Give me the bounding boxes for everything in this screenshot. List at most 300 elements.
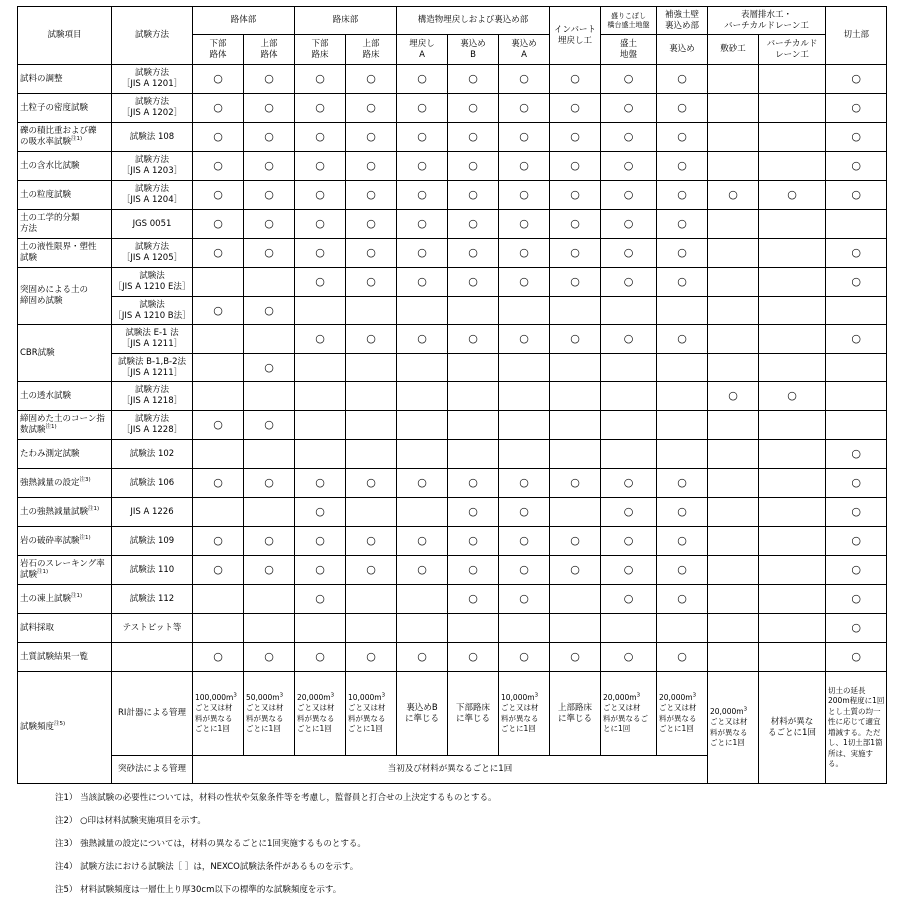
header-col-rotai-upper: 上部 路体 <box>244 35 295 65</box>
circle-mark: ○ <box>417 275 427 288</box>
freq-rotai-upper <box>244 672 295 756</box>
cell-umemodoshi-a <box>397 382 448 411</box>
cell-rotai-lower <box>193 469 244 498</box>
cell-roshou-upper <box>346 268 397 297</box>
row-method: 試験方法 ［JIS A 1205］ <box>112 239 193 268</box>
cell-urakome-b <box>448 527 499 556</box>
cell-rotai-upper <box>244 354 295 382</box>
cell-sisa <box>708 643 759 672</box>
cell-urakome-b <box>448 123 499 152</box>
cell-vertical <box>759 210 826 239</box>
circle-mark: ○ <box>315 159 325 172</box>
cell-rotai-lower <box>193 411 244 440</box>
cell-invert <box>550 65 601 94</box>
freq-urakome-a-text: ごと又は材 料が異なる ごとに1回 <box>501 703 539 733</box>
cell-morido <box>601 527 657 556</box>
material-test-table-container <box>17 6 887 784</box>
circle-mark: ○ <box>264 418 274 431</box>
circle-mark: ○ <box>366 188 376 201</box>
circle-mark: ○ <box>315 72 325 85</box>
circle-mark: ○ <box>366 650 376 663</box>
freq-rotai-upper-value: 50,000m <box>246 692 280 702</box>
cell-morido <box>601 614 657 643</box>
circle-mark: ○ <box>417 534 427 547</box>
cell-hokyo-urakome <box>657 152 708 181</box>
circle-mark: ○ <box>315 592 325 605</box>
freq-cube: 3 <box>534 692 539 698</box>
row-item-note: 注1) <box>71 592 83 599</box>
cell-sisa <box>708 527 759 556</box>
circle-mark: ○ <box>570 72 580 85</box>
circle-mark: ○ <box>677 534 687 547</box>
circle-mark: ○ <box>519 72 529 85</box>
row-item-label: 土の凍上試験 <box>20 593 72 604</box>
cell-hokyo-urakome <box>657 325 708 354</box>
cell-hokyo-urakome <box>657 440 708 469</box>
row-method: 試験方法 ［JIS A 1218］ <box>112 382 193 411</box>
cell-urakome-a <box>499 94 550 123</box>
cell-roshou-lower <box>295 643 346 672</box>
freq-roshou-lower-value: 20,000m <box>297 692 331 702</box>
cell-rotai-upper <box>244 152 295 181</box>
cell-morido <box>601 643 657 672</box>
cell-hokyo-urakome <box>657 123 708 152</box>
cell-roshou-lower <box>295 123 346 152</box>
cell-urakome-a <box>499 556 550 585</box>
cell-invert <box>550 239 601 268</box>
circle-mark: ○ <box>417 476 427 489</box>
circle-mark: ○ <box>677 217 687 230</box>
cell-roshou-upper <box>346 469 397 498</box>
header-rotai: 路体部 <box>193 7 295 35</box>
row-method: 試験方法 ［JIS A 1202］ <box>112 94 193 123</box>
circle-mark: ○ <box>366 217 376 230</box>
row-item-label: 土の強熱減量試験 <box>20 506 89 517</box>
cell-umemodoshi-a <box>397 585 448 614</box>
cell-vertical <box>759 440 826 469</box>
circle-mark: ○ <box>623 534 634 547</box>
table-row <box>18 585 887 614</box>
cell-sisa <box>708 239 759 268</box>
cell-roshou-upper <box>346 382 397 411</box>
circle-mark: ○ <box>677 130 687 143</box>
circle-mark: ○ <box>677 563 687 576</box>
row-method: 試験法 108 <box>112 123 193 152</box>
circle-mark: ○ <box>623 188 634 201</box>
cell-invert <box>550 268 601 297</box>
cell-umemodoshi-a <box>397 239 448 268</box>
cell-sisa <box>708 585 759 614</box>
freq-cube: 3 <box>692 692 697 698</box>
cell-morido <box>601 469 657 498</box>
header-col-roshou-lower: 下部 路床 <box>295 35 346 65</box>
cell-vertical <box>759 94 826 123</box>
circle-mark: ○ <box>468 246 478 259</box>
cell-morido <box>601 585 657 614</box>
cell-invert <box>550 325 601 354</box>
circle-mark: ○ <box>468 332 478 345</box>
table-row <box>18 297 887 325</box>
cell-sisa <box>708 65 759 94</box>
row-item-label: 締固めた土のコーン指 数試験 <box>20 414 105 435</box>
cell-hokyo-urakome <box>657 643 708 672</box>
freq-roshou-lower <box>295 672 346 756</box>
circle-mark: ○ <box>213 101 223 114</box>
cell-urakome-b <box>448 268 499 297</box>
cell-hokyo-urakome <box>657 239 708 268</box>
cell-rotai-lower <box>193 440 244 469</box>
row-method: 試験法 109 <box>112 527 193 556</box>
cell-urakome-a <box>499 527 550 556</box>
cell-vertical <box>759 123 826 152</box>
freq-hokyo-value: 20,000m <box>659 692 693 702</box>
cell-vertical <box>759 181 826 210</box>
table-row <box>18 181 887 210</box>
row-item-note: 注1) <box>88 505 100 512</box>
freq-hyoso <box>708 672 759 784</box>
row-method: 試験法 B-1,B-2法 ［JIS A 1211］ <box>112 354 193 382</box>
row-item <box>18 382 112 411</box>
cell-hokyo-urakome <box>657 210 708 239</box>
circle-mark: ○ <box>315 563 325 576</box>
row-item <box>18 527 112 556</box>
header-moridoshi-top: 盛りこぼし <box>611 11 646 20</box>
cell-kirido <box>826 382 887 411</box>
circle-mark: ○ <box>315 246 325 259</box>
header-col-morido: 盛土 地盤 <box>601 35 657 65</box>
cell-vertical <box>759 527 826 556</box>
cell-umemodoshi-a <box>397 614 448 643</box>
circle-mark: ○ <box>623 101 634 114</box>
circle-mark: ○ <box>213 476 223 489</box>
cell-rotai-upper <box>244 123 295 152</box>
header-col-sisa: 敷砂工 <box>708 35 759 65</box>
cell-urakome-a <box>499 411 550 440</box>
circle-mark: ○ <box>468 130 478 143</box>
cell-morido <box>601 210 657 239</box>
cell-roshou-upper <box>346 181 397 210</box>
circle-mark: ○ <box>570 332 580 345</box>
row-item-label: たわみ測定試験 <box>20 448 80 459</box>
circle-mark: ○ <box>851 188 861 201</box>
cell-urakome-a <box>499 614 550 643</box>
cell-umemodoshi-a <box>397 440 448 469</box>
cell-umemodoshi-a <box>397 643 448 672</box>
row-item <box>18 411 112 440</box>
cell-urakome-b <box>448 556 499 585</box>
circle-mark: ○ <box>417 563 427 576</box>
table-row <box>18 268 887 297</box>
cell-morido <box>601 152 657 181</box>
circle-mark: ○ <box>366 332 376 345</box>
cell-morido <box>601 440 657 469</box>
circle-mark: ○ <box>851 476 861 489</box>
circle-mark: ○ <box>468 72 478 85</box>
cell-morido <box>601 325 657 354</box>
circle-mark: ○ <box>623 130 634 143</box>
cell-kirido <box>826 498 887 527</box>
freq-roshou-upper-text: ごと又は材 料が異なる ごとに1回 <box>348 703 386 733</box>
circle-mark: ○ <box>417 188 427 201</box>
row-item-label: 土の透水試験 <box>20 390 72 401</box>
cell-sisa <box>708 123 759 152</box>
circle-mark: ○ <box>264 188 274 201</box>
cell-urakome-b <box>448 643 499 672</box>
row-item-label: 土の工学的分類 方法 <box>20 213 80 234</box>
cell-urakome-b <box>448 65 499 94</box>
cell-kirido <box>826 123 887 152</box>
circle-mark: ○ <box>468 505 478 518</box>
cell-kirido <box>826 210 887 239</box>
row-method: 試験方法 ［JIS A 1203］ <box>112 152 193 181</box>
cell-sisa <box>708 614 759 643</box>
cell-urakome-b <box>448 411 499 440</box>
cell-invert <box>550 354 601 382</box>
row-item <box>18 614 112 643</box>
circle-mark: ○ <box>519 159 529 172</box>
circle-mark: ○ <box>264 101 274 114</box>
cell-roshou-upper <box>346 152 397 181</box>
header-kouzou: 構造物埋戻しおよび裏込め部 <box>397 7 550 35</box>
circle-mark: ○ <box>213 650 223 663</box>
cell-urakome-b <box>448 614 499 643</box>
circle-mark: ○ <box>315 101 325 114</box>
circle-mark: ○ <box>366 101 376 114</box>
cell-urakome-a <box>499 498 550 527</box>
circle-mark: ○ <box>519 534 529 547</box>
material-test-table <box>17 6 887 784</box>
note-1: 注1） 当該試験の必要性については，材料の性状や気象条件等を考慮し，監督員と打合せの上決定するものとする。 <box>55 793 497 803</box>
cell-kirido <box>826 152 887 181</box>
row-item-label: 土質試験結果一覧 <box>20 651 89 662</box>
freq-hokyo <box>657 672 708 756</box>
cell-rotai-upper <box>244 65 295 94</box>
circle-mark: ○ <box>468 534 478 547</box>
circle-mark: ○ <box>213 303 223 317</box>
cell-vertical <box>759 585 826 614</box>
table-row <box>18 382 887 411</box>
row-method: 試験法 E-1 法 ［JIS A 1211］ <box>112 325 193 354</box>
cell-sisa <box>708 469 759 498</box>
row-item-label: 土の含水比試験 <box>20 160 80 171</box>
circle-mark: ○ <box>851 246 861 259</box>
header-col-rotai-lower: 下部 路体 <box>193 35 244 65</box>
circle-mark: ○ <box>366 130 376 143</box>
freq-urakome-a <box>499 672 550 756</box>
table-row <box>18 556 887 585</box>
cell-urakome-b <box>448 297 499 325</box>
circle-mark: ○ <box>417 246 427 259</box>
circle-mark: ○ <box>366 563 376 576</box>
circle-mark: ○ <box>851 275 861 288</box>
cell-invert <box>550 411 601 440</box>
row-method: 試験法 102 <box>112 440 193 469</box>
cell-urakome-b <box>448 585 499 614</box>
cell-sisa <box>708 210 759 239</box>
cell-rotai-upper <box>244 325 295 354</box>
note-2: 注2） ○印は材料試験実施項目を示す。 <box>55 816 206 826</box>
cell-rotai-lower <box>193 65 244 94</box>
cell-rotai-upper <box>244 643 295 672</box>
cell-roshou-upper <box>346 614 397 643</box>
cell-hokyo-urakome <box>657 297 708 325</box>
cell-morido <box>601 297 657 325</box>
circle-mark: ○ <box>623 246 634 259</box>
circle-mark: ○ <box>570 650 580 663</box>
circle-mark: ○ <box>677 592 687 605</box>
cell-morido <box>601 411 657 440</box>
circle-mark: ○ <box>677 188 687 201</box>
cell-kirido <box>826 440 887 469</box>
row-item <box>18 585 112 614</box>
circle-mark: ○ <box>417 217 427 230</box>
header-col-urakome-b: 裏込め B <box>448 35 499 65</box>
cell-umemodoshi-a <box>397 411 448 440</box>
row-method: 試験法 112 <box>112 585 193 614</box>
circle-mark: ○ <box>623 505 634 518</box>
cell-roshou-upper <box>346 210 397 239</box>
circle-mark: ○ <box>677 72 687 85</box>
cell-sisa <box>708 382 759 411</box>
circle-mark: ○ <box>519 332 529 345</box>
cell-rotai-upper <box>244 210 295 239</box>
cell-roshou-upper <box>346 643 397 672</box>
table-row <box>18 94 887 123</box>
row-item-label: 土の粒度試験 <box>20 189 72 200</box>
cell-roshou-upper <box>346 585 397 614</box>
cell-urakome-a <box>499 354 550 382</box>
circle-mark: ○ <box>851 130 861 143</box>
cell-kirido <box>826 94 887 123</box>
freq-morido-value: 20,000m <box>603 692 637 702</box>
cell-kirido <box>826 527 887 556</box>
cell-sisa <box>708 498 759 527</box>
freq-cube: 3 <box>636 692 641 698</box>
row-item-label: 土粒子の密度試験 <box>20 102 89 113</box>
circle-mark: ○ <box>417 332 427 345</box>
cell-roshou-lower <box>295 556 346 585</box>
freq-umemodoshi-a: 裏込めB に準じる <box>397 672 448 756</box>
row-item-label: CBR試験 <box>20 347 55 358</box>
cell-vertical <box>759 498 826 527</box>
circle-mark: ○ <box>417 72 427 85</box>
cell-urakome-a <box>499 469 550 498</box>
row-method: 試験方法 ［JIS A 1228］ <box>112 411 193 440</box>
row-method: 試験法 106 <box>112 469 193 498</box>
cell-roshou-lower <box>295 411 346 440</box>
cell-urakome-b <box>448 181 499 210</box>
table-row <box>18 210 887 239</box>
cell-umemodoshi-a <box>397 325 448 354</box>
cell-rotai-upper <box>244 239 295 268</box>
table-row <box>18 325 887 354</box>
circle-mark: ○ <box>623 332 634 345</box>
cell-roshou-lower <box>295 527 346 556</box>
table-row <box>18 354 887 382</box>
cell-invert <box>550 643 601 672</box>
cell-morido <box>601 354 657 382</box>
header-roshou: 路床部 <box>295 7 397 35</box>
cell-rotai-upper <box>244 181 295 210</box>
row-method: 試験法 ［JIS A 1210 E法］ <box>112 268 193 297</box>
cell-vertical <box>759 152 826 181</box>
header-moridoshi-bottom: 橋台盛土地盤 <box>607 20 650 29</box>
freq-cube: 3 <box>381 692 386 698</box>
header-moridoshi <box>601 7 657 35</box>
circle-mark: ○ <box>468 188 478 201</box>
cell-hokyo-urakome <box>657 556 708 585</box>
cell-morido <box>601 65 657 94</box>
cell-roshou-lower <box>295 382 346 411</box>
cell-hokyo-urakome <box>657 94 708 123</box>
circle-mark: ○ <box>468 159 478 172</box>
cell-hokyo-urakome <box>657 527 708 556</box>
row-method: JIS A 1226 <box>112 498 193 527</box>
notes <box>55 793 496 908</box>
note-4: 注4） 試験方法における試験法［ ］は，NEXCO試験法条件があるものを示す。 <box>55 862 359 872</box>
circle-mark: ○ <box>519 592 529 605</box>
cell-invert <box>550 94 601 123</box>
header-hokyo: 補強土壁 裏込め部 <box>657 7 708 35</box>
cell-urakome-a <box>499 297 550 325</box>
cell-sisa <box>708 411 759 440</box>
cell-rotai-upper <box>244 411 295 440</box>
row-method: 試験法 ［JIS A 1210 B法］ <box>112 297 193 325</box>
circle-mark: ○ <box>264 534 274 547</box>
circle-mark: ○ <box>623 476 634 489</box>
header-col-vertical: バーチカルド レーン工 <box>759 35 826 65</box>
table-row <box>18 498 887 527</box>
row-item <box>18 65 112 94</box>
cell-invert <box>550 181 601 210</box>
freq-rotai-lower-value: 100,000m <box>195 692 234 702</box>
header-col-roshou-upper: 上部 路床 <box>346 35 397 65</box>
cell-morido <box>601 556 657 585</box>
cell-urakome-b <box>448 94 499 123</box>
cell-kirido <box>826 297 887 325</box>
circle-mark: ○ <box>851 447 861 460</box>
cell-sisa <box>708 152 759 181</box>
circle-mark: ○ <box>677 476 687 489</box>
note-5: 注5） 材料試験頻度は一層仕上り厚30cm以下の標準的な試験頻度を示す。 <box>55 885 342 895</box>
cell-roshou-upper <box>346 354 397 382</box>
row-method: テストピット等 <box>112 614 193 643</box>
cell-kirido <box>826 556 887 585</box>
freq-roshou-lower-text: ごと又は材 料が異なる ごとに1回 <box>297 703 335 733</box>
cell-invert <box>550 556 601 585</box>
cell-rotai-lower <box>193 498 244 527</box>
circle-mark: ○ <box>315 275 325 288</box>
header-col-umemodoshi-a: 埋戻し A <box>397 35 448 65</box>
header-hyoso: 表層排水工・ バーチカルドレーン工 <box>708 7 826 35</box>
cell-rotai-lower <box>193 181 244 210</box>
cell-umemodoshi-a <box>397 268 448 297</box>
cell-roshou-upper <box>346 65 397 94</box>
cell-sisa <box>708 325 759 354</box>
cell-roshou-lower <box>295 268 346 297</box>
cell-vertical <box>759 614 826 643</box>
row-item-note: 注3) <box>79 476 91 483</box>
freq-hyoso-text: ごと又は材 料が異なる ごとに1回 <box>710 717 748 747</box>
cell-umemodoshi-a <box>397 469 448 498</box>
freq-morido-text: ごと又は材 料が異なるご とに1回 <box>603 703 648 733</box>
frequency-item-label: 試験頻度 <box>20 722 55 732</box>
freq-vertical: 材料が異な るごとに1回 <box>759 672 826 784</box>
row-item <box>18 210 112 239</box>
circle-mark: ○ <box>851 592 861 605</box>
cell-kirido <box>826 643 887 672</box>
cell-morido <box>601 239 657 268</box>
